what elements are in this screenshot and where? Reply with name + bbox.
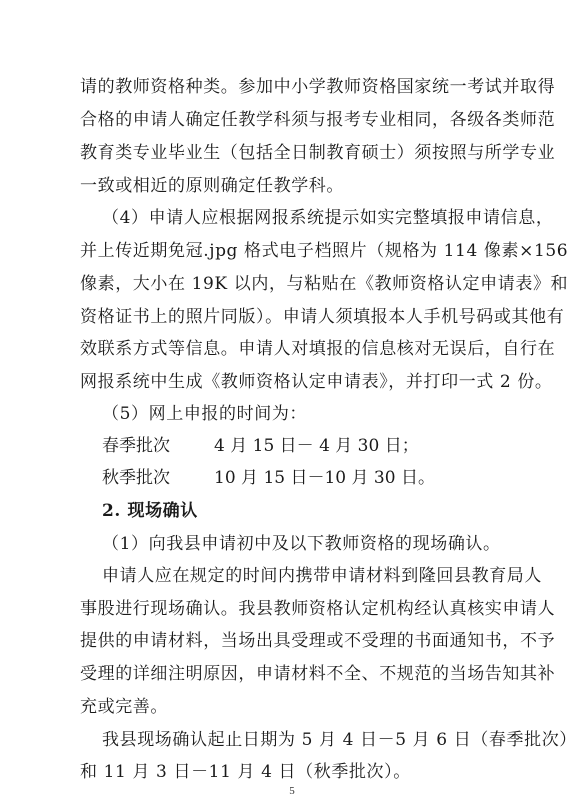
paragraph-1-line-2: 合格的申请人确定任教学科须与报考专业相同，各级各类师范 [80,110,556,130]
paragraph-2-line-5: 效联系方式等信息。申请人对填报的信息核对无误后，自行在 [80,339,556,359]
section-heading: 2. 现场确认 [102,501,198,521]
paragraph-4-line-5: 充或完善。 [80,697,168,717]
sub-heading: （1）向我县申请初中及以下教师资格的现场确认。 [102,534,501,554]
online-application-time-heading: （5）网上申报的时间为： [102,404,308,424]
paragraph-2-line-6: 网报系统中生成《教师资格认定申请表》，并打印一式 2 份。 [80,372,553,392]
autumn-batch-label: 秋季批次 [102,468,170,488]
paragraph-2-line-4: 资格证书上的照片同版）。申请人须填报本人手机号码或其他有 [80,307,565,327]
spring-batch-dates: 4 月 15 日－ 4 月 30 日； [214,436,419,456]
paragraph-4-line-1: 申请人应在规定的时间内携带申请材料到隆回县教育局人 [102,566,542,586]
paragraph-4-line-2: 事股进行现场确认。我县教师资格认定机构经认真核实申请人 [80,599,556,619]
paragraph-2-line-1: （4）申请人应根据网报系统提示如实完整填报申请信息， [102,208,554,228]
paragraph-5-line-2: 和 11 月 3 日－11 月 4 日（秋季批次）。 [80,762,411,782]
paragraph-4-line-3: 提供的申请材料，当场出具受理或不受理的书面通知书，不予 [80,631,556,651]
paragraph-2-line-3: 像素，大小在 19K 以内，与粘贴在《教师资格认定申请表》和 [80,274,569,294]
paragraph-1-line-3: 教育类专业毕业生（包括全日制教育硕士）须按照与所学专业 [80,143,556,163]
paragraph-1-line-1: 请的教师资格种类。参加中小学教师资格国家统一考试并取得 [80,77,556,97]
paragraph-1-line-4: 一致或相近的原则确定任教学科。 [80,176,344,196]
paragraph-2-line-2: 并上传近期免冠.jpg 格式电子档照片（规格为 114 像素×156 [80,241,569,261]
autumn-batch-dates: 10 月 15 日－10 月 30 日。 [214,468,435,488]
spring-batch-label: 春季批次 [102,436,170,456]
paragraph-4-line-4: 受理的详细注明原因，申请材料不全、不规范的当场告知其补 [80,664,556,684]
paragraph-5-line-1: 我县现场确认起止日期为 5 月 4 日－5 月 6 日（春季批次） [102,730,577,750]
page-number: 5 [289,785,295,797]
